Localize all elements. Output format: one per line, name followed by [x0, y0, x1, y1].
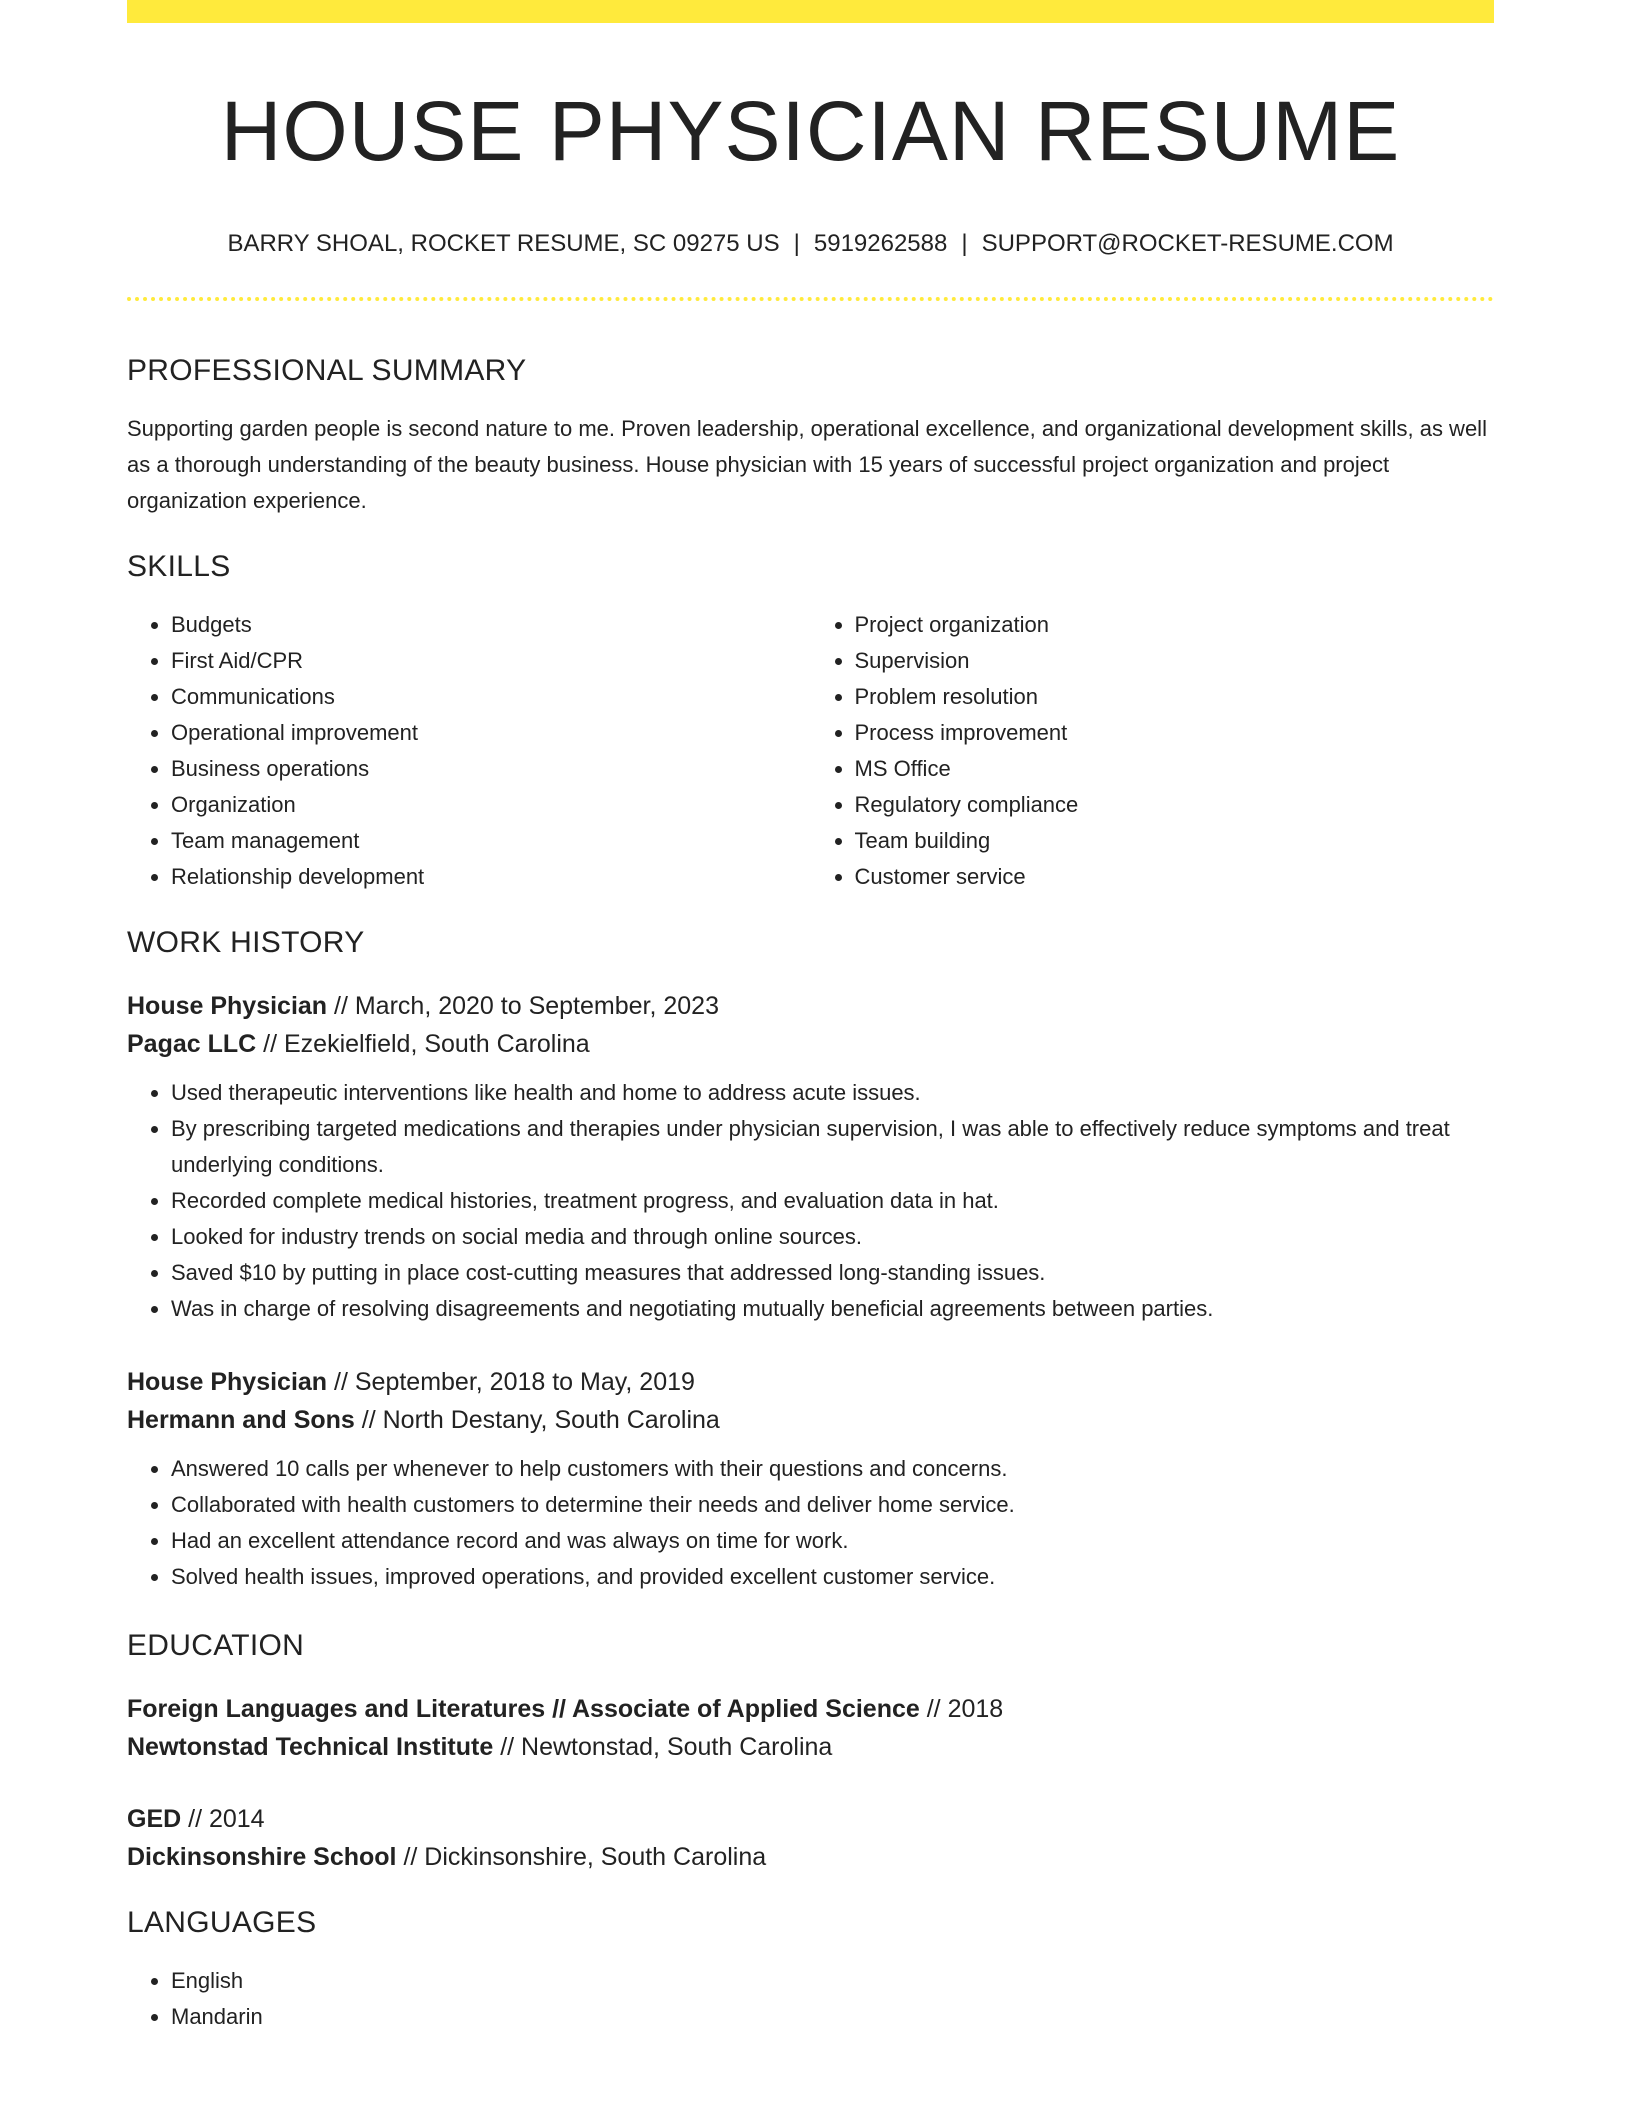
- job-bullets: [127, 1451, 1494, 1595]
- job-bullet: • Was in charge of resolving disagreements and negotiating mutually beneficial agreements between parties.: [171, 1291, 1494, 1327]
- education-heading: EDUCATION: [127, 1629, 305, 1662]
- skills-left-list: [127, 607, 811, 895]
- dotted-divider: [127, 297, 1494, 301]
- education-degree: GED: [127, 1805, 182, 1833]
- job-location: // North Destany, South Carolina: [354, 1406, 720, 1434]
- education-school: Newtonstad Technical Institute: [127, 1733, 494, 1761]
- job-bullet: • Answered 10 calls per whenever to help customers with their questions and concerns.: [171, 1451, 1494, 1487]
- job-title-line: [127, 1363, 1494, 1401]
- education-degree-line: [127, 1800, 1494, 1838]
- education-location: // Dickinsonshire, South Carolina: [396, 1843, 767, 1871]
- skill-item: • Team management: [171, 823, 811, 859]
- work-history-heading: WORK HISTORY: [127, 926, 365, 959]
- job-bullet: • By prescribing targeted medications and therapies under physician supervision, I was able to effectively reduce symptoms and treat underlying conditions.: [171, 1111, 1494, 1183]
- skill-item: • Problem resolution: [855, 679, 1495, 715]
- skills-section: [127, 549, 1494, 895]
- education-degree: Foreign Languages and Literatures // Associate of Applied Science: [127, 1695, 920, 1723]
- skills-heading: SKILLS: [127, 550, 231, 583]
- education-school: Dickinsonshire School: [127, 1843, 397, 1871]
- job-company-line: [127, 1025, 1494, 1063]
- skill-item: • Communications: [171, 679, 811, 715]
- skill-item: • Project organization: [855, 607, 1495, 643]
- job-title: House Physician: [127, 1368, 328, 1396]
- skills-columns: [127, 607, 1494, 895]
- work-history-section: [127, 925, 1494, 961]
- job-company: Pagac LLC: [127, 1030, 257, 1058]
- summary-heading: PROFESSIONAL SUMMARY: [127, 354, 527, 387]
- job-location: // Ezekielfield, South Carolina: [256, 1030, 590, 1058]
- contact-separator: |: [793, 230, 800, 257]
- languages-heading: LANGUAGES: [127, 1906, 317, 1939]
- language-item: • Mandarin: [171, 1999, 1494, 2035]
- language-item: • English: [171, 1963, 1494, 1999]
- job-company-line: [127, 1401, 1494, 1439]
- job-title: House Physician: [127, 992, 328, 1020]
- job-company: Hermann and Sons: [127, 1406, 355, 1434]
- skill-item: • First Aid/CPR: [171, 643, 811, 679]
- education-school-line: [127, 1728, 1494, 1766]
- skill-item: • Team building: [855, 823, 1495, 859]
- skill-item: • Relationship development: [171, 859, 811, 895]
- skill-item: • Process improvement: [855, 715, 1495, 751]
- job-bullet: • Recorded complete medical histories, treatment progress, and evaluation data in hat.: [171, 1183, 1494, 1219]
- education-entry: [127, 1690, 1494, 1766]
- education-school-line: [127, 1838, 1494, 1876]
- job-bullet: • Saved $10 by putting in place cost-cutting measures that addressed long-standing issues.: [171, 1255, 1494, 1291]
- skill-item: • Regulatory compliance: [855, 787, 1495, 823]
- skill-item: • MS Office: [855, 751, 1495, 787]
- education-section: [127, 1628, 1494, 1664]
- languages-list: [127, 1963, 1494, 2035]
- job-dates: // September, 2018 to May, 2019: [327, 1368, 695, 1396]
- education-degree-line: [127, 1690, 1494, 1728]
- resume-title: HOUSE PHYSICIAN RESUME: [220, 84, 1401, 178]
- job-bullet: • Looked for industry trends on social media and through online sources.: [171, 1219, 1494, 1255]
- education-location: // Newtonstad, South Carolina: [493, 1733, 833, 1761]
- summary-section: [127, 353, 1494, 519]
- skill-item: • Operational improvement: [171, 715, 811, 751]
- skill-item: • Budgets: [171, 607, 811, 643]
- job-dates: // March, 2020 to September, 2023: [327, 992, 719, 1020]
- job-bullet: • Used therapeutic interventions like health and home to address acute issues.: [171, 1075, 1494, 1111]
- education-entry: [127, 1800, 1494, 1876]
- education-year: // 2014: [181, 1805, 265, 1833]
- job-bullet: • Had an excellent attendance record and was always on time for work.: [171, 1523, 1494, 1559]
- job-bullet: • Collaborated with health customers to determine their needs and deliver home service.: [171, 1487, 1494, 1523]
- contact-address: BARRY SHOAL, ROCKET RESUME, SC 09275 US: [227, 230, 780, 257]
- skill-item: • Business operations: [171, 751, 811, 787]
- resume-page: [127, 0, 1494, 2029]
- job-entry: [127, 1363, 1494, 1595]
- education-year: // 2018: [919, 1695, 1004, 1723]
- skill-item: • Customer service: [855, 859, 1495, 895]
- contact-line: [127, 229, 1494, 259]
- job-entry: [127, 987, 1494, 1327]
- summary-text: Supporting garden people is second nature to me. Proven leadership, operational excellence, and organizational development skills, as well as a thorough understanding of the beauty business. House physician with 15 years of successful project organization and project organization experience.: [127, 416, 1487, 513]
- job-title-line: [127, 987, 1494, 1025]
- skill-item: • Organization: [171, 787, 811, 823]
- contact-phone: 5919262588: [813, 230, 948, 257]
- languages-section: [127, 1905, 1494, 2035]
- skills-right-list: [811, 607, 1495, 895]
- job-bullet: • Solved health issues, improved operations, and provided excellent customer service.: [171, 1559, 1494, 1595]
- contact-separator: |: [961, 230, 968, 257]
- top-accent-bar: [127, 0, 1494, 23]
- contact-email: SUPPORT@ROCKET-RESUME.COM: [981, 230, 1394, 257]
- skill-item: • Supervision: [855, 643, 1495, 679]
- job-bullets: [127, 1075, 1494, 1327]
